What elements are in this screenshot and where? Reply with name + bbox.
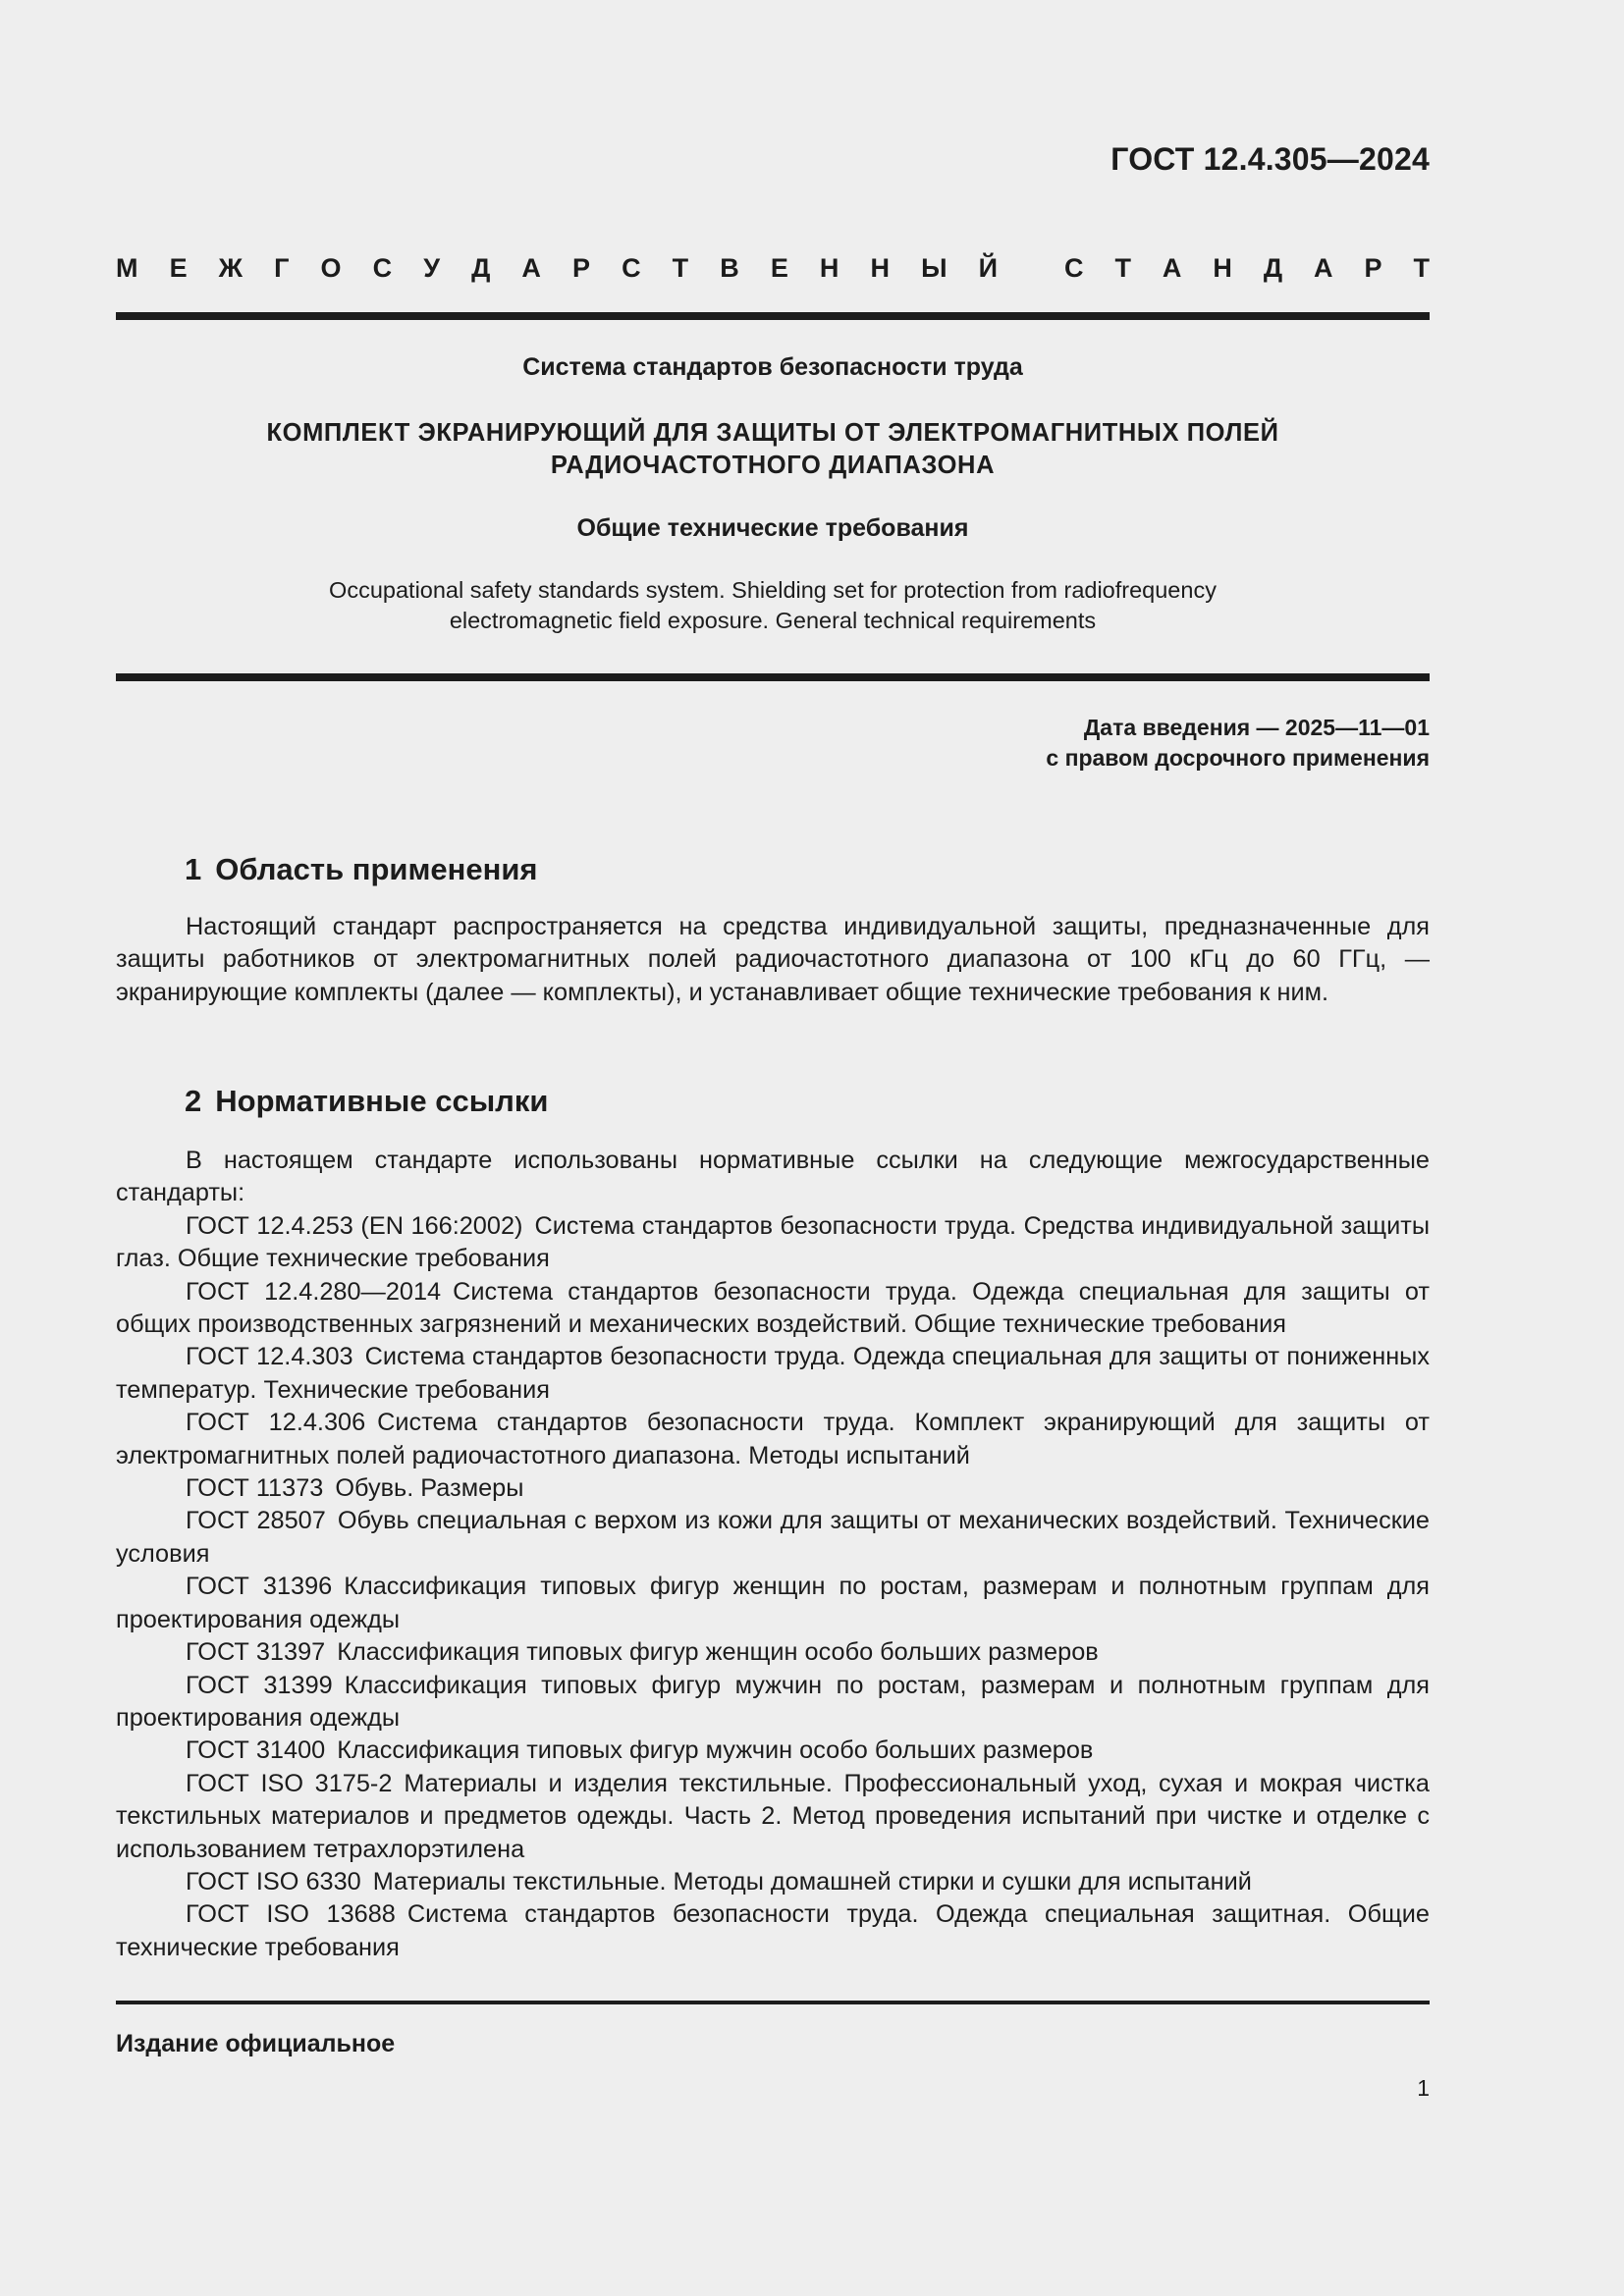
section-2-title: Нормативные ссылки xyxy=(215,1084,549,1118)
reference-item xyxy=(116,1670,1430,1735)
reference-title: Материалы и изделия текстильные. Профессиональный уход, сухая и мокрая чистка текстильных материалов и предметов одежды. Часть 2. Метод проведения испытаний при чистке и отделке с использованием тетрахлорэтилена xyxy=(116,1769,1430,1863)
reference-title: Система стандартов безопасности труда. Одежда специальная для защиты от общих производственных загрязнений и механических воздействий. Общие технические требования xyxy=(116,1277,1430,1339)
banner-letter: А xyxy=(1314,253,1333,283)
reference-title: Система стандартов безопасности труда. Одежда специальная защитная. Общие технические требования xyxy=(116,1900,1430,1961)
banner-word-interstate xyxy=(116,253,998,284)
reference-title: Обувь. Размеры xyxy=(335,1474,524,1503)
title-line-1: КОМПЛЕКТ ЭКРАНИРУЮЩИЙ ДЛЯ ЗАЩИТЫ ОТ ЭЛЕКТРОМАГНИТНЫХ ПОЛЕЙ xyxy=(266,419,1279,447)
banner-letter: А xyxy=(1162,253,1182,283)
banner-letter: М xyxy=(116,253,138,283)
reference-code: ГОСТ 31399 xyxy=(186,1671,333,1699)
reference-item xyxy=(116,1341,1430,1407)
section-2-number: 2 xyxy=(185,1084,202,1118)
reference-title: Система стандартов безопасности труда. Одежда специальная для защиты от пониженных температур. Технические требования xyxy=(116,1343,1430,1404)
banner-word-standard xyxy=(1064,253,1430,284)
banner-letter: Ж xyxy=(218,253,244,283)
banner-letter: Н xyxy=(819,253,839,283)
banner-letter: С xyxy=(372,253,393,283)
reference-item xyxy=(116,1276,1430,1342)
reference-code: ГОСТ ISO 13688 xyxy=(186,1900,396,1929)
reference-code: ГОСТ 12.4.253 (EN 166:2002) xyxy=(186,1211,523,1240)
banner-letter: С xyxy=(622,253,641,283)
english-title-line-2: electromagnetic field exposure. General technical requirements xyxy=(449,608,1097,633)
reference-item xyxy=(116,1768,1430,1866)
reference-title: Обувь специальная с верхом из кожи для защиты от механических воздействий. Технические условия xyxy=(116,1507,1430,1568)
banner-letter: Д xyxy=(1263,253,1283,283)
banner-letter: О xyxy=(320,253,342,283)
reference-code: ГОСТ ISO 6330 xyxy=(186,1867,361,1896)
section-1-number: 1 xyxy=(185,852,202,886)
reference-item xyxy=(116,1505,1430,1571)
banner-letter: Р xyxy=(572,253,591,283)
reference-item xyxy=(116,1636,1430,1669)
title-block-rule xyxy=(116,673,1430,681)
reference-item xyxy=(116,1210,1430,1276)
document-id: ГОСТ 12.4.305—2024 xyxy=(1110,141,1430,177)
banner-letter: А xyxy=(521,253,541,283)
introduction-date xyxy=(1046,713,1430,774)
references-intro: В настоящем стандарте использованы нормативные ссылки на следующие межгосударственные стандарты: xyxy=(116,1147,1430,1207)
banner-letter: Ы xyxy=(921,253,947,283)
reference-title: Система стандартов безопасности труда. Комплект экранирующий для защиты от электромагнитных полей радиочастотного диапазона. Методы испытаний xyxy=(116,1409,1430,1469)
banner-letter: Д xyxy=(471,253,491,283)
reference-item xyxy=(116,1472,1430,1505)
title-line-2: РАДИОЧАСТОТНОГО ДИАПАЗОНА xyxy=(550,452,996,479)
banner-letter: Т xyxy=(672,253,689,283)
banner-letter: Н xyxy=(1213,253,1232,283)
scope-paragraph: Настоящий стандарт распространяется на средства индивидуальной защиты, предназначенные для защиты работников от электромагнитных полей радиочастотного диапазона от 100 кГц до 60 ГГц, — экранирующие комплекты (далее — комплекты), и устанавливает общие технические требования к ним. xyxy=(116,913,1430,1006)
reference-title: Классификация типовых фигур мужчин особо больших размеров xyxy=(337,1736,1094,1765)
reference-item xyxy=(116,1571,1430,1636)
reference-code: ГОСТ 31396 xyxy=(186,1573,333,1601)
section-1-title: Область применения xyxy=(215,852,538,886)
section-2-heading xyxy=(185,1084,548,1119)
reference-code: ГОСТ 12.4.306 xyxy=(186,1409,366,1437)
introduction-date-line: Дата введения — 2025—11—01 xyxy=(1083,715,1430,740)
reference-title: Классификация типовых фигур женщин особо больших размеров xyxy=(337,1638,1099,1667)
reference-code: ГОСТ 12.4.303 xyxy=(186,1343,353,1371)
reference-title: Классификация типовых фигур женщин по ростам, размерам и полнотным группам для проектирования одежды xyxy=(116,1573,1430,1633)
reference-title: Материалы текстильные. Методы домашней стирки и сушки для испытаний xyxy=(372,1867,1252,1896)
banner-letter: Е xyxy=(169,253,188,283)
english-title xyxy=(116,575,1430,636)
references-list xyxy=(116,1210,1430,1964)
banner-letter: Т xyxy=(1114,253,1131,283)
reference-code: ГОСТ 31397 xyxy=(186,1638,326,1667)
reference-code: ГОСТ 12.4.280—2014 xyxy=(186,1277,442,1306)
reference-item xyxy=(116,1735,1430,1767)
reference-item xyxy=(116,1866,1430,1898)
reference-title: Классификация типовых фигур мужчин по ростам, размерам и полнотным группам для проектирования одежды xyxy=(116,1671,1430,1732)
reference-code: ГОСТ 11373 xyxy=(186,1474,324,1503)
reference-title: Система стандартов безопасности труда. Средства индивидуальной защиты глаз. Общие технические требования xyxy=(116,1211,1430,1273)
header-rule xyxy=(116,312,1430,320)
reference-item xyxy=(116,1898,1430,1964)
banner-letter: Р xyxy=(1364,253,1382,283)
interstate-standard-banner xyxy=(116,253,1430,284)
banner-letter: В xyxy=(720,253,739,283)
page-number: 1 xyxy=(1417,2075,1430,2101)
reference-code: ГОСТ 28507 xyxy=(186,1507,326,1535)
footer-rule xyxy=(116,2001,1430,2004)
reference-code: ГОСТ ISO 3175-2 xyxy=(186,1769,393,1797)
banner-letter: Й xyxy=(978,253,998,283)
document-title xyxy=(116,417,1430,482)
official-edition-label: Издание официальное xyxy=(116,2030,396,2057)
section-1-body xyxy=(116,911,1430,1009)
banner-letter: Е xyxy=(770,253,788,283)
reference-code: ГОСТ 31400 xyxy=(186,1736,326,1765)
banner-letter: С xyxy=(1064,253,1084,283)
reference-item xyxy=(116,1407,1430,1472)
banner-letter: Т xyxy=(1413,253,1430,283)
section-1-heading xyxy=(185,852,538,887)
standards-system-line: Система стандартов безопасности труда xyxy=(522,353,1023,381)
early-application-line: с правом досрочного применения xyxy=(1046,745,1430,771)
document-subtitle: Общие технические требования xyxy=(576,514,969,542)
section-2-body xyxy=(116,1145,1430,1964)
banner-letter: Н xyxy=(870,253,890,283)
banner-letter: Г xyxy=(274,253,290,283)
banner-letter: У xyxy=(423,253,441,283)
english-title-line-1: Occupational safety standards system. Shielding set for protection from radiofrequency xyxy=(329,577,1217,603)
